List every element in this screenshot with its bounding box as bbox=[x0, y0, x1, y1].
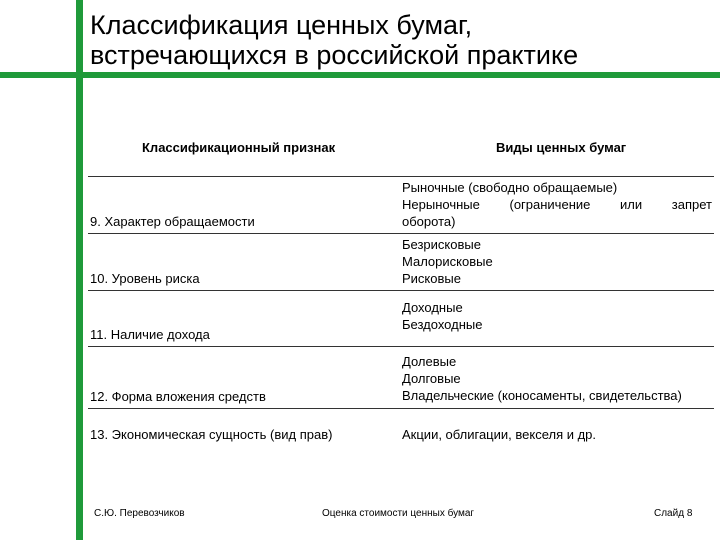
table-header bbox=[88, 140, 714, 176]
row-feature: 10. Уровень риска bbox=[90, 271, 200, 286]
type-item: Акции, облигации, векселя и др. bbox=[402, 427, 597, 442]
footer-course: Оценка стоимости ценных бумаг bbox=[322, 508, 475, 519]
row-types bbox=[400, 234, 714, 290]
table-row bbox=[88, 176, 714, 233]
footer-author: С.Ю. Перевозчиков bbox=[94, 508, 185, 519]
type-word: Нерыночные bbox=[402, 197, 480, 212]
type-item: Доходные bbox=[402, 300, 463, 315]
row-types bbox=[400, 177, 714, 233]
type-item: Рисковые bbox=[402, 271, 461, 286]
table-row bbox=[88, 408, 714, 458]
type-word: запрет bbox=[671, 197, 712, 212]
type-word: или bbox=[620, 197, 643, 212]
type-item: Долговые bbox=[402, 371, 461, 386]
table-row bbox=[88, 290, 714, 346]
header-types: Виды ценных бумаг bbox=[496, 140, 627, 155]
horizontal-accent-bar bbox=[0, 72, 720, 78]
classification-table bbox=[88, 140, 714, 458]
slide-title bbox=[90, 10, 710, 70]
row-types bbox=[400, 291, 714, 346]
vertical-accent-bar bbox=[76, 0, 83, 540]
type-item: оборота) bbox=[402, 214, 456, 229]
type-word: (ограничение bbox=[509, 197, 591, 212]
type-item: Безрисковые bbox=[402, 237, 481, 252]
table-row bbox=[88, 346, 714, 408]
slide-title-line-1: Классификация ценных бумаг, bbox=[90, 10, 473, 40]
slide-title-line-2: встречающихся в российской практике bbox=[90, 40, 579, 70]
row-types bbox=[400, 347, 714, 408]
type-item: Долевые bbox=[402, 354, 457, 369]
header-feature: Классификационный признак bbox=[142, 140, 336, 155]
row-feature: 11. Наличие дохода bbox=[90, 327, 210, 342]
footer-slide-number: Слайд 8 bbox=[654, 508, 693, 519]
type-item: Малорисковые bbox=[402, 254, 493, 269]
row-feature: 13. Экономическая сущность (вид прав) bbox=[90, 427, 333, 442]
type-item: Рыночные (свободно обращаемые) bbox=[402, 180, 618, 195]
row-feature: 12. Форма вложения средств bbox=[90, 389, 266, 404]
type-item: Бездоходные bbox=[402, 317, 483, 332]
type-item-justified bbox=[402, 196, 714, 213]
row-feature: 9. Характер обращаемости bbox=[90, 214, 255, 229]
type-item: Владельческие (коносаменты, свидетельства) bbox=[402, 388, 682, 403]
table-row bbox=[88, 233, 714, 290]
row-types bbox=[400, 409, 714, 458]
